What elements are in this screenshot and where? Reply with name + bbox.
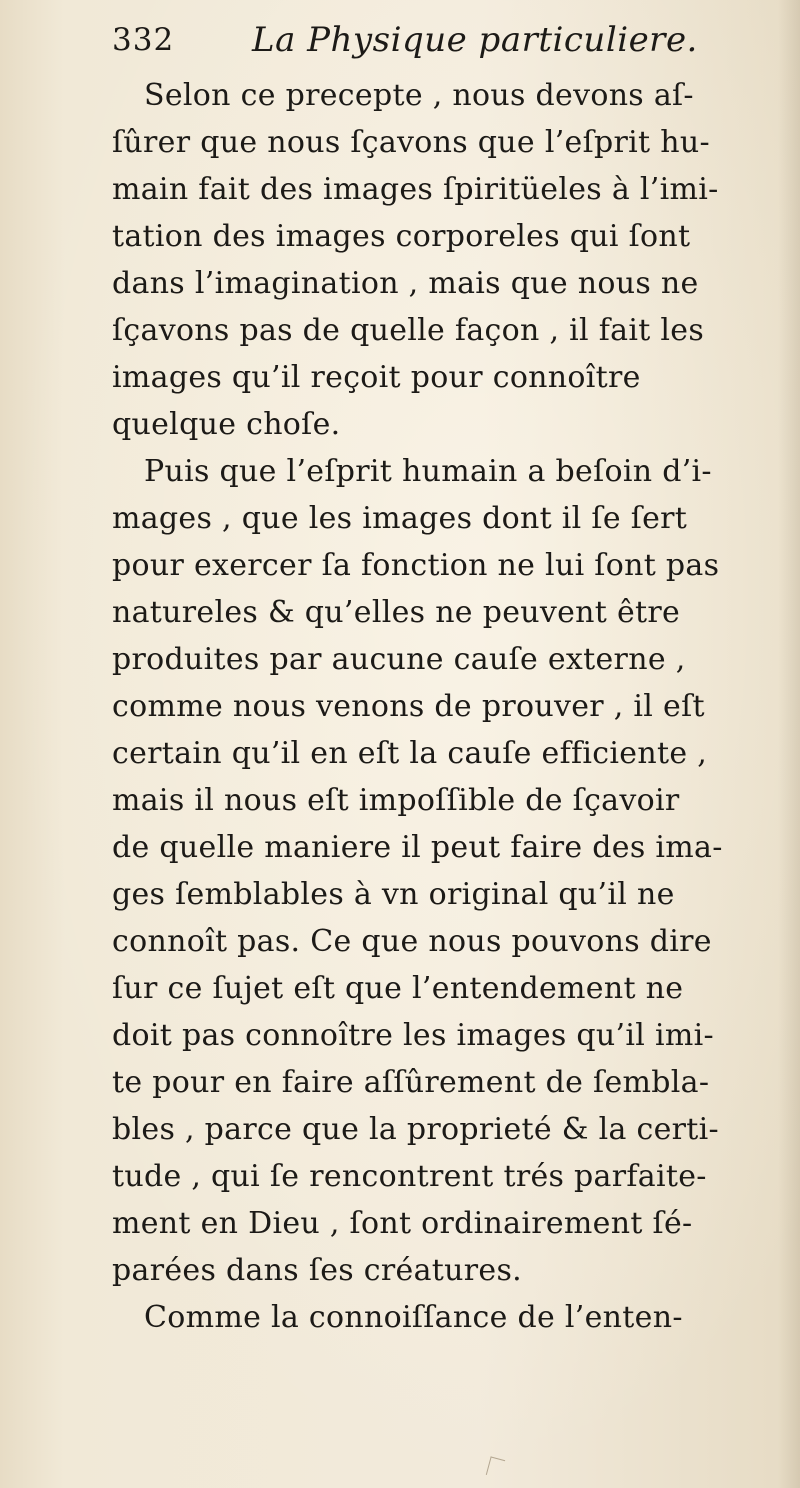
- text-line: main fait des images ſpiritüeles à l’imi-: [112, 172, 719, 207]
- body-text: [112, 72, 782, 1341]
- text-line: comme nous venons de prouver , il eſt: [112, 689, 705, 724]
- text-line: de quelle maniere il peut faire des ima-: [112, 830, 723, 865]
- text-line: natureles & qu’elles ne peuvent être: [112, 595, 681, 630]
- paper-mark: [486, 1456, 505, 1478]
- text-line: ges ſemblables à vn original qu’il ne: [112, 877, 675, 912]
- text-line: tude , qui ſe rencontrent trés parfaite-: [112, 1159, 707, 1194]
- text-line: parées dans ſes créatures.: [112, 1253, 522, 1288]
- text-line: ſûrer que nous ſçavons que l’eſprit hu-: [112, 125, 710, 160]
- text-line: ment en Dieu , ſont ordinairement ſé-: [112, 1206, 693, 1241]
- text-line: mages , que les images dont il ſe ſert: [112, 501, 688, 536]
- text-line: Selon ce precepte , nous devons aſ-: [144, 78, 694, 113]
- text-line: mais il nous eſt impoſſible de ſçavoir: [112, 783, 680, 818]
- text-line: images qu’il reçoit pour connoître: [112, 360, 641, 395]
- text-line: ſur ce ſujet eſt que l’entendement ne: [112, 971, 684, 1006]
- text-line: bles , parce que la proprieté & la certi-: [112, 1112, 719, 1147]
- text-line: Comme la connoiſſance de l’enten-: [144, 1300, 683, 1335]
- text-line: doit pas connoître les images qu’il imi-: [112, 1018, 714, 1053]
- page-number: 332: [112, 22, 175, 58]
- page-header: [112, 22, 762, 74]
- text-line: quelque choſe.: [112, 407, 341, 442]
- text-line: tation des images corporeles qui ſont: [112, 219, 691, 254]
- text-line: ſçavons pas de quelle façon , il fait les: [112, 313, 705, 348]
- text-line: produites par aucune cauſe externe ,: [112, 642, 686, 677]
- text-line: certain qu’il en eſt la cauſe efficiente ,: [112, 736, 708, 771]
- text-line: pour exercer ſa fonction ne lui ſont pas: [112, 548, 720, 583]
- text-line: connoît pas. Ce que nous pouvons dire: [112, 924, 712, 959]
- running-head: La Physique particuliere.: [252, 20, 698, 60]
- text-line: Puis que l’eſprit humain a beſoin d’i-: [144, 454, 712, 489]
- text-line: dans l’imagination , mais que nous ne: [112, 266, 699, 301]
- text-line: te pour en faire aſſûrement de ſembla-: [112, 1065, 710, 1100]
